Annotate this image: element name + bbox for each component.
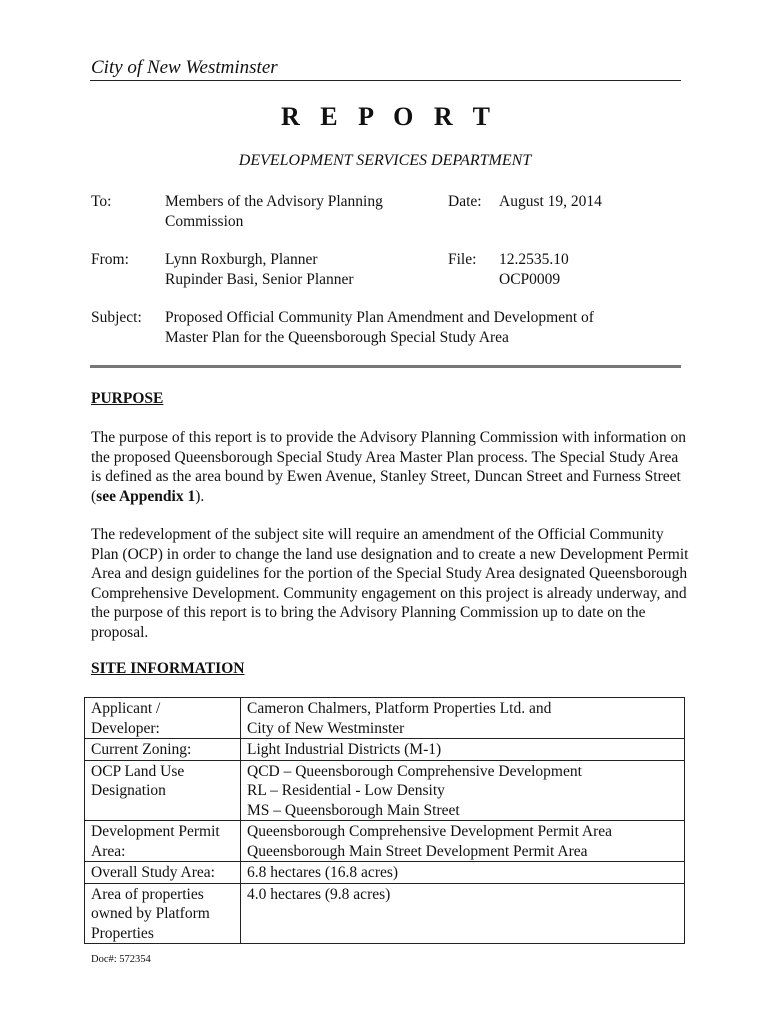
city-name: City of New Westminster [91,57,278,78]
purpose-heading: PURPOSE [91,390,164,407]
cell-line: Properties [91,924,154,942]
cell-line: OCP Land Use [91,762,185,780]
subject-label: Subject: [91,309,142,326]
site-information-heading: SITE INFORMATION [91,660,245,677]
file-label: File: [448,251,477,268]
to-label: To: [91,193,112,210]
file-value [499,250,569,289]
table-value-cell [241,883,685,944]
file-value-line: 12.2535.10 [499,251,569,268]
table-row [85,862,685,884]
table-value-cell [241,739,685,761]
cell-line: Queensborough Main Street Development Permit Area [247,842,588,860]
from-label: From: [91,251,129,268]
report-title: R E P O R T [281,102,497,131]
table-key-cell [85,739,241,761]
date-value: August 19, 2014 [499,193,602,210]
cell-line: Applicant / [91,700,161,717]
from-value-line: Lynn Roxburgh, Planner [165,251,318,268]
purpose-text: ). [195,487,205,505]
cell-line: Area: [91,842,126,860]
table-value-cell [241,821,685,862]
purpose-paragraph-2: The redevelopment of the subject site will require an amendment of the Official Community Plan (OCP) in order to change the land use designation and to create a new Development Permit Area and design guidelines for the portion of the Special Study Area designated Queensborough Comprehensive Development. Community engagement on this project is already underway, and the purpose of this report is to bring the Advisory Planning Commission up to date on the proposal. [91,526,689,641]
department-name: DEVELOPMENT SERVICES DEPARTMENT [238,152,532,169]
table-key-cell [85,821,241,862]
cell-line: QCD – Queensborough Comprehensive Development [247,762,582,780]
subject-value-line: Master Plan for the Queensborough Special Study Area [165,328,509,346]
cell-line: Development Permit [91,823,220,840]
purpose-text: The purpose of this report is to provide the Advisory Planning Commission with information on the proposed Queensborough Special Study Area Master Plan process. The Special Study Area is defined as the area bound by Ewen Avenue, Stanley Street, Duncan Street and Furness Street ( [91,429,686,505]
header-rule [90,80,681,81]
cell-line: 4.0 hectares (9.8 acres) [247,885,391,903]
document-number: Doc#: 572354 [91,954,151,965]
cell-line: Light Industrial Districts (M-1) [247,741,442,758]
subject-value-line: Proposed Official Community Plan Amendment and Development of [165,309,594,326]
appendix-reference: see Appendix 1 [96,487,196,505]
table-key-cell [85,698,241,739]
cell-line: Overall Study Area: [91,864,215,881]
cell-line: Area of properties [91,885,204,903]
purpose-paragraph-1 [91,428,691,506]
date-label: Date: [448,193,482,210]
to-value-line: Members of the Advisory Planning [165,193,383,210]
cell-line: Queensborough Comprehensive Development Permit Area [247,823,613,840]
table-row [85,883,685,944]
to-value [165,192,383,231]
table-key-cell [85,883,241,944]
cell-line: RL – Residential - Low Density [247,782,445,799]
table-key-cell [85,760,241,821]
cell-line: Designation [91,782,166,799]
cell-line: MS – Queensborough Main Street [247,801,460,819]
table-row [85,760,685,821]
file-value-line: OCP0009 [499,270,561,288]
table-value-cell [241,862,685,884]
section-divider [90,365,681,368]
from-value [165,250,354,289]
table-value-cell [241,698,685,739]
table-row [85,739,685,761]
table-row [85,821,685,862]
cell-line: Current Zoning: [91,741,192,758]
subject-value [165,308,594,347]
from-value-line: Rupinder Basi, Senior Planner [165,270,354,288]
cell-line: Developer: [91,719,160,737]
table-value-cell [241,760,685,821]
cell-line: Cameron Chalmers, Platform Properties Ltd. and [247,700,552,717]
cell-line: owned by Platform [91,905,210,922]
table-key-cell [85,862,241,884]
cell-line: City of New Westminster [247,719,405,737]
table-row [85,698,685,739]
cell-line: 6.8 hectares (16.8 acres) [247,864,399,881]
site-information-table [84,697,685,944]
to-value-line: Commission [165,212,244,230]
